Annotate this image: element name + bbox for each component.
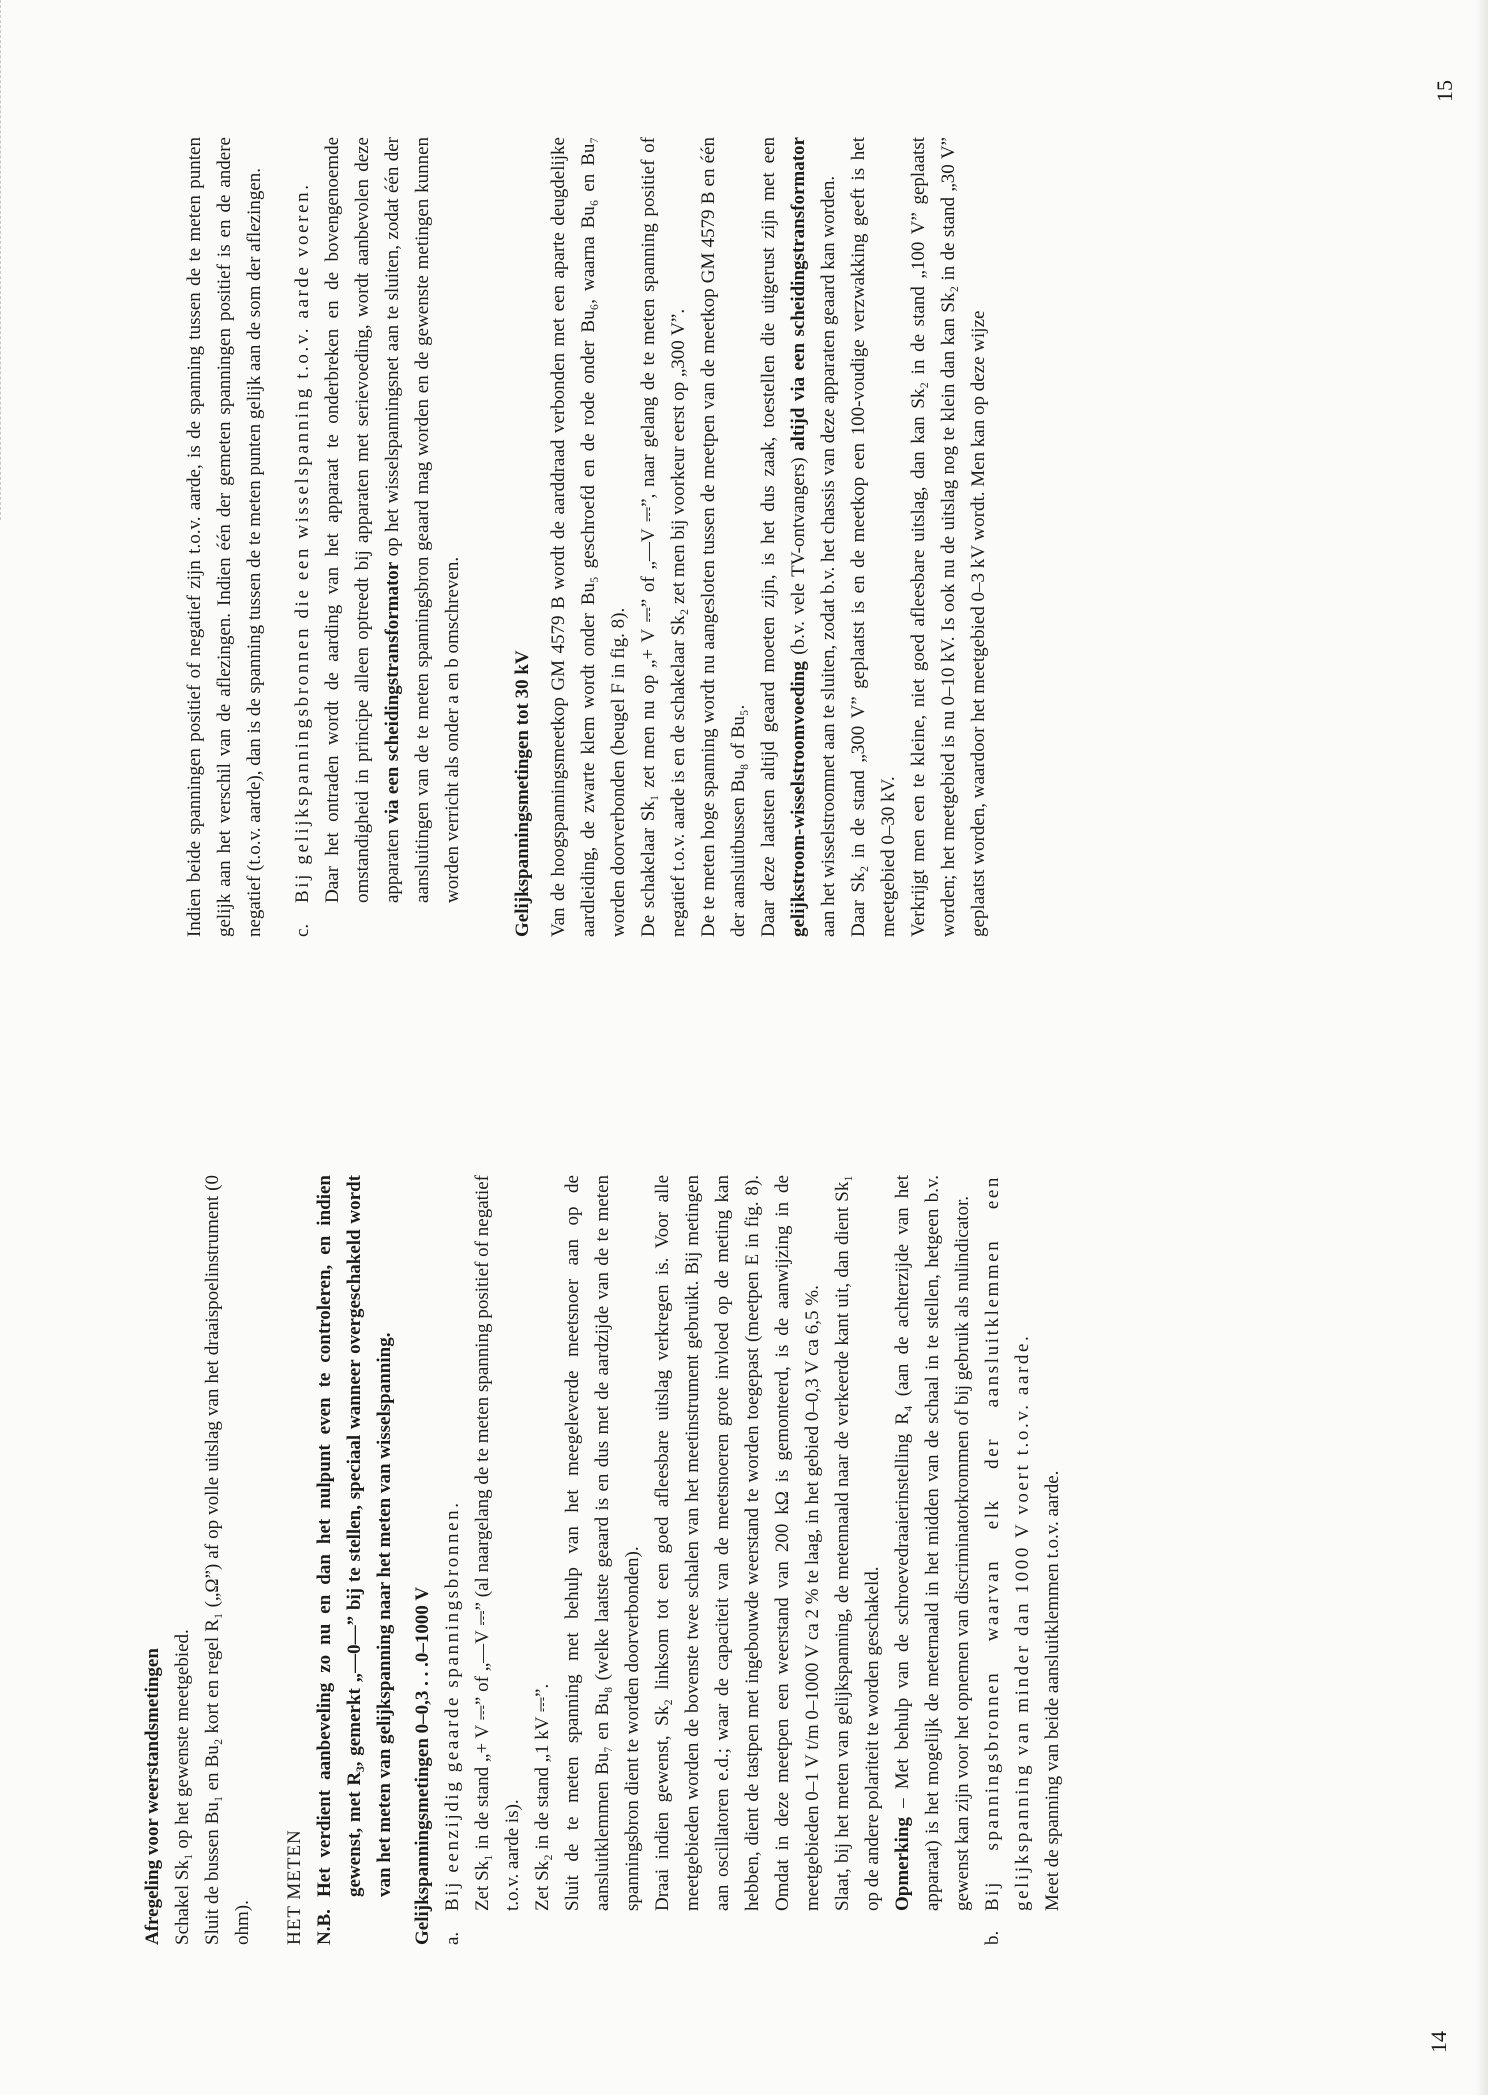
item-b-marker: b.: [982, 1930, 1003, 1945]
paragraph: Verkrijgt men een te kleine, niet goed afleesbare uitslag, dan kan Sk₂ in de stand „100 V” geplaatst worden; het meetgebied is nu 0–10 kV. Is ook nu de uitslag nog te klein dan kan Sk₂ in de stand „30 V” geplaatst worden, waardoor het meetgebied 0–3 kV wordt. Men kan op deze wijze: [908, 137, 989, 937]
afregeling-heading: Afregeling voor weerstandsmetingen: [142, 1648, 163, 1945]
item-b: [978, 1175, 1068, 1945]
page-14: [0, 1048, 1488, 2095]
paragraph-bold: altijd via een scheidingstransformator: [788, 137, 809, 451]
item-c-marker: c.: [292, 923, 313, 937]
item-c-text: [318, 137, 468, 903]
gelijkspanning-heading: Gelijkspanningsmetingen 0–0,3 . . .0–1000 V: [412, 1586, 433, 1945]
item-c-text-part: op het wisselspanningsnet aan te sluiten, zodat één der aansluitingen van de te meten spanningsbron geaard mag worden en de gewenste metingen kunnen worden verricht als onder a en b omschreven.: [382, 136, 463, 903]
item-a-line: Zet Sk₁ in de stand „+ V ⎓” of „—V ⎓” (al naargelang de te meten spanning positief of negatief t.o.v. aarde is).: [472, 1175, 523, 1911]
page-15-column: [180, 137, 994, 937]
page-15: [0, 0, 1488, 1047]
item-b-line: Meet de spanning van beide aansluitklemmen t.o.v. aarde.: [1042, 1470, 1063, 1911]
opmerking-label: Opmerking: [892, 1817, 913, 1911]
nb-text: Het verdient aanbeveling zo nu en dan het nulpunt even te controleren, en indien gewenst, met R₃, gemerkt „—0—” bij te stellen, speciaal wanneer overgeschakeld wordt van het meten van gelijkspanning naar het meten van wisselspanning.: [314, 1175, 395, 1897]
item-a-line: Sluit de te meten spanning met behulp van het meegeleverde meetsnoer aan op de aansluitklemmen Bu₇ en Bu₈ (welke laatste geaard is en dus met de aardzijde van de te meten spanningsbron dient te worden doorverbonden).: [562, 1175, 643, 1911]
paragraph-part: aan het wisselstroomnet aan te sluiten, zodat b.v. het chassis van deze apparaten geaard kan worden.: [818, 175, 839, 937]
afregeling-line: Sluit de bussen Bu₁ en Bu₂ kort en regel R₁ („Ω”) af op volle uitslag van het draaispoelinstrument (0 ohm).: [202, 1175, 253, 1945]
paragraph: De te meten hoge spanning wordt nu aangesloten tussen de meetpen van de meetkop GM 4579 B en één der aansluitbussen Bu₈ of Bu₅.: [698, 137, 749, 937]
paragraph: [754, 137, 844, 937]
page-number: 14: [1426, 2031, 1451, 2053]
item-c-title: Bij gelijkspanningsbronnen die een wisselspanning t.o.v. aarde voeren.: [292, 182, 313, 903]
opmerking-text: – Met behulp van de schroevedraaierinstelling R₄ (aan de achterzijde van het apparaat) is het mogelijk de meternaald in het midden van de schaal in te stellen, hetgeen b.v. gewenst kan zijn voor het opnemen van discriminatorkrommen of bij gebruik als nulindicator.: [892, 1175, 973, 1911]
page-14-column: [138, 1175, 1068, 1945]
paragraph-bold: gelijkstroom-wisselstroomvoeding: [788, 661, 809, 937]
paragraph: Van de hoogspanningsmeetkop GM 4579 B wordt de aarddraad verbonden met een aparte deugdelijke aardleiding, de zwarte klem wordt onder Bu₅ geschroefd en de rode onder Bu₆, waarna Bu₆ en Bu₇ worden doorverbonden (beugel F in fig. 8).: [548, 137, 629, 937]
item-a-line: Zet Sk₂ in de stand „1 kV ⎓”.: [532, 1683, 553, 1911]
item-c-bold: via een scheidingstransformator: [382, 561, 403, 824]
item-a-line: Slaat, bij het meten van gelijkspanning, de metennaald naar de verkeerde kant uit, dan dient Sk₁ op de andere polariteit te worden geschakeld.: [832, 1175, 883, 1911]
opmerking: [888, 1175, 978, 1911]
page-number: 15: [1432, 80, 1457, 102]
afregeling-line: Schakel Sk₁ op het gewenste meetgebied.: [172, 1629, 193, 1945]
intro-paragraph: Indien beide spanningen positief of negatief zijn t.o.v. aarde, is de spanning tussen de te meten punten gelijk aan het verschil van de aflezingen. Indien één der gemeten spanningen positief is en de andere negatief (t.o.v. aarde), dan is de spanning tussen de te meten punten gelijk aan de som der aflezingen.: [184, 137, 265, 937]
het-meten-heading: HET METEN: [284, 1829, 305, 1945]
item-a-marker: a.: [442, 1931, 463, 1945]
item-a-line: Draai indien gewenst, Sk₂ linksom tot een goed afleesbare uitslag verkregen is. Voor alle meetgebieden worden de bovenste twee schalen van het meetinstrument gebruikt. Bij metingen aan oscillatoren e.d.; waar de capaciteit van de meetsnoeren grote invloed op de meting kan hebben, dient de tastpen met ingebouwde weerstand te worden toegepast (meetpen E in fig. 8). Omdat in deze meetpen een weerstand van 200 kΩ is gemonteerd, is de aanwijzing in de meetgebieden 0–1 V t/m 0–1000 V ca 2 % te laag, in het gebied 0–0,3 V ca 6,5 %.: [652, 1175, 823, 1911]
paragraph: De schakelaar Sk₁ zet men nu op „+ V ⎓” of „—V ⎓”, naar gelang de te meten spanning positief of negatief t.o.v. aarde is en de schakelaar Sk₂ zet men bij voorkeur eerst op „300 V”.: [638, 137, 689, 937]
nb-note: [310, 1175, 400, 1945]
paragraph: Daar Sk₂ in de stand „300 V” geplaatst is en de meetkop een 100-voudige verzwakking geeft is het meetgebied 0–30 kV.: [848, 137, 899, 937]
paragraph-part: Daar deze laatsten altijd geaard moeten zijn, is het dus zaak, toestellen die uitgerust zijn met een: [758, 137, 779, 937]
paragraph-part: (b.v. vele TV-ontvangers): [788, 450, 809, 662]
item-a: [438, 1175, 978, 1945]
nb-label: N.B.: [314, 1909, 335, 1945]
item-b-title: Bij spanningsbronnen waarvan elk der aansluitklemmen een gelijkspanning van minder dan 1000 V voert t.o.v. aarde.: [982, 1175, 1033, 1911]
item-c-text-part: Daar het ontraden wordt de aarding van het apparaat te onderbreken en de bovengenoemde omstandigheid in principe alleen optreedt bij apparaten met serievoeding, wordt aanbevolen deze apparaten: [322, 137, 403, 903]
item-a-title: Bij eenzijdig geaarde spanningsbronnen.: [442, 1500, 463, 1911]
item-c: [288, 137, 468, 937]
section-heading-30kv: Gelijkspanningsmetingen tot 30 kV: [512, 650, 533, 937]
